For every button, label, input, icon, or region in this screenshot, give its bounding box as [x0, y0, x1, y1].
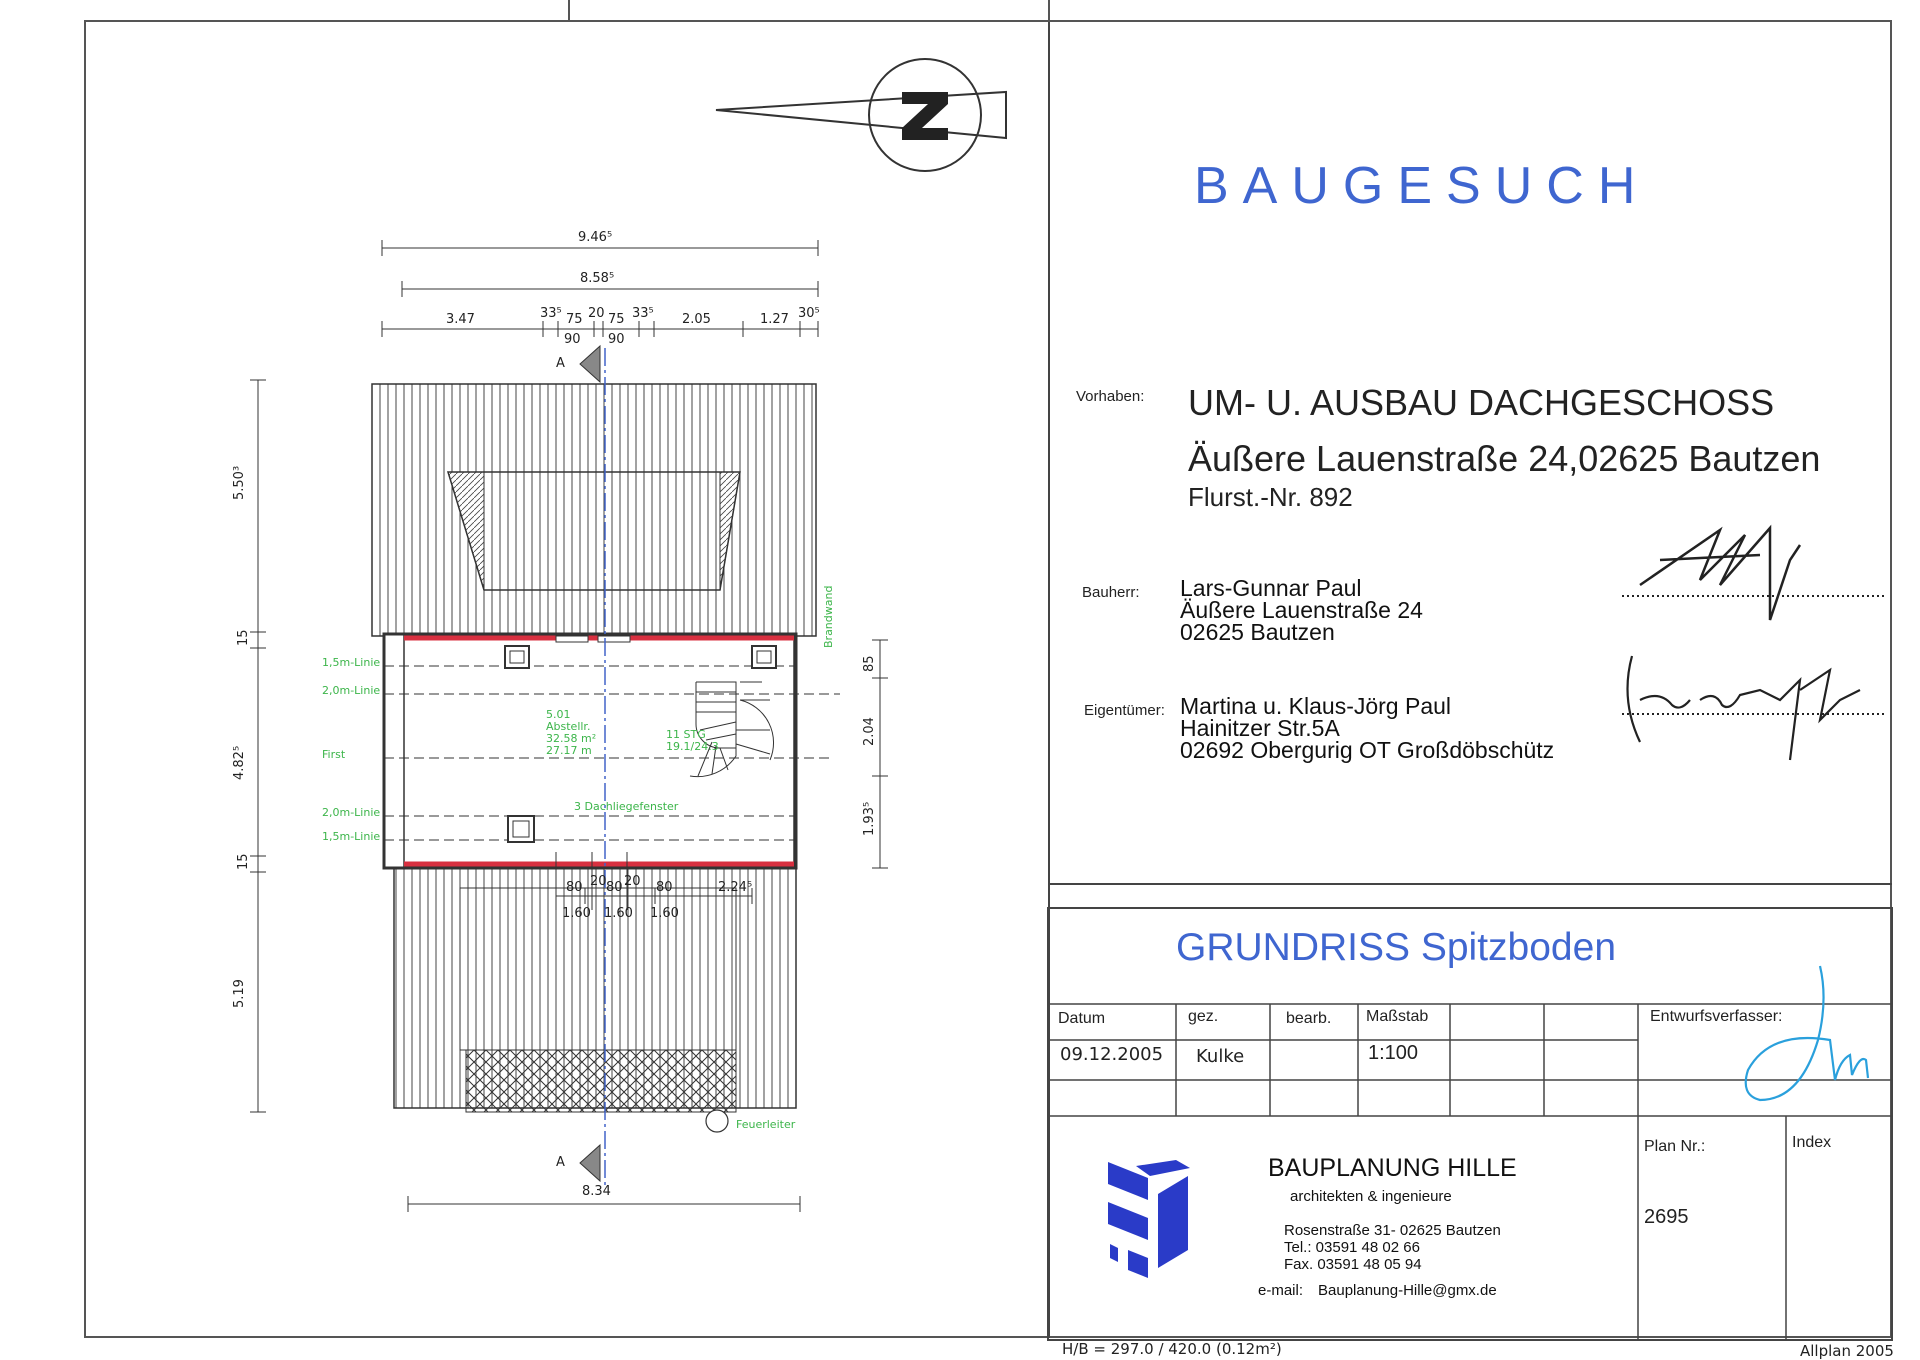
firm-address: Rosenstraße 31- 02625 Bautzen [1284, 1222, 1501, 1239]
dim-seg: 33⁵ [632, 306, 654, 321]
dim-bottom: 8.34 [582, 1184, 611, 1199]
bauherr-signature [1640, 528, 1800, 620]
section-marker-top: A [556, 356, 565, 371]
dim-seg: 30⁵ [798, 306, 820, 321]
room-perimeter: 27.17 m [546, 744, 592, 757]
datum-value: 09.12.2005 [1060, 1044, 1164, 1065]
dim-left: 4.82⁵ [232, 745, 247, 780]
dim-top-overall: 9.46⁵ [578, 230, 613, 245]
firm-tel: Tel.: 03591 48 02 66 [1284, 1239, 1420, 1256]
dim-left: 5.19 [232, 979, 247, 1008]
dim-right: 1.93⁵ [862, 801, 877, 836]
massstab-label: Maßstab [1366, 1008, 1429, 1025]
firm-logo-icon [1108, 1160, 1190, 1278]
dim-seg: 20 [588, 306, 605, 321]
plan-nr-label: Plan Nr.: [1644, 1138, 1706, 1155]
bearb-label: bearb. [1286, 1010, 1332, 1027]
dim-seg: 2.05 [682, 312, 711, 327]
dim-window: 80 [656, 880, 673, 895]
eigentuemer-city: 02692 Obergurig OT Großdöbschütz [1180, 737, 1555, 763]
firm-email: Bauplanung-Hille@gmx.de [1318, 1282, 1497, 1299]
firm-subtitle: architekten & ingenieure [1290, 1188, 1452, 1205]
dim-seg: 75 [608, 312, 625, 327]
feuerleiter-label: Feuerleiter [736, 1118, 796, 1131]
windows-label: 3 Dachliegefenster [574, 800, 679, 813]
firm-name: BAUPLANUNG HILLE [1268, 1154, 1517, 1182]
dim-seg: 3.47 [446, 312, 475, 327]
massstab-value: 1:100 [1368, 1042, 1419, 1064]
eigentuemer-name: Martina u. Klaus-Jörg Paul [1180, 693, 1452, 719]
dim-top-inner: 8.58⁵ [580, 271, 615, 286]
datum-label: Datum [1058, 1010, 1106, 1027]
index-label: Index [1792, 1134, 1832, 1151]
bauherr-label: Bauherr: [1082, 584, 1140, 601]
eigentuemer-street: Hainitzer Str.5A [1180, 715, 1340, 741]
vorhaben-line3: Flurst.-Nr. 892 [1188, 482, 1353, 512]
plan-title: GRUNDRISS Spitzboden [1176, 926, 1617, 969]
room-number: 5.01 [546, 708, 571, 721]
vorhaben-line2: Äußere Lauenstraße 24,02625 Bautzen [1188, 438, 1821, 479]
height-line-label: 2,0m-Linie [322, 684, 381, 697]
height-line-label: 1,5m-Linie [322, 830, 381, 843]
stair-steps: 11 STG [666, 728, 706, 741]
north-arrow-icon [716, 59, 1006, 171]
stair-ratio: 19.1/24.3 [666, 740, 719, 753]
dim-seg: 1.27 [760, 312, 789, 327]
bauherr-street: Äußere Lauenstraße 24 [1180, 597, 1423, 623]
vorhaben-line1: UM- U. AUSBAU DACHGESCHOSS [1188, 382, 1775, 423]
dim-window: 1.60 [562, 906, 591, 921]
dim-left: 15 [236, 853, 251, 870]
plan-nr-value: 2695 [1644, 1206, 1689, 1228]
ridge-label: First [322, 748, 346, 761]
dim-seg: 33⁵ [540, 306, 562, 321]
bauherr-name: Lars-Gunnar Paul [1180, 575, 1362, 601]
eigentuemer-signature [1628, 656, 1861, 760]
room-name: Abstellr. [546, 720, 591, 733]
height-line-label: 2,0m-Linie [322, 806, 381, 819]
dim-right: 2.04 [862, 717, 877, 746]
dim-seg: 90 [564, 332, 581, 347]
eigentuemer-label: Eigentümer: [1084, 702, 1165, 719]
dim-right: 85 [862, 655, 877, 672]
dim-left: 15 [236, 629, 251, 646]
room-area: 32.58 m² [546, 732, 597, 745]
software-note: Allplan 2005 [1800, 1342, 1894, 1360]
dim-window: 20 [590, 874, 607, 889]
firm-fax: Fax. 03591 48 05 94 [1284, 1256, 1422, 1273]
dim-window: 20 [624, 874, 641, 889]
brandwand-label: Brandwand [822, 585, 835, 648]
entwurfsverfasser-label: Entwurfsverfasser: [1650, 1008, 1783, 1025]
document-title: BAUGESUCH [1194, 157, 1650, 215]
bauherr-city: 02625 Bautzen [1180, 619, 1335, 645]
dim-seg: 90 [608, 332, 625, 347]
dim-window: 80 [606, 880, 623, 895]
section-marker-bottom: A [556, 1155, 565, 1170]
dim-window: 1.60 [650, 906, 679, 921]
dim-window: 80 [566, 880, 583, 895]
dim-window: 2.24⁵ [718, 880, 753, 895]
firm-email-label: e-mail: [1258, 1282, 1304, 1299]
dim-window: 1.60 [604, 906, 633, 921]
gez-label: gez. [1188, 1008, 1219, 1025]
vorhaben-label: Vorhaben: [1076, 388, 1145, 405]
dim-left: 5.50³ [232, 465, 247, 500]
height-line-label: 1,5m-Linie [322, 656, 381, 669]
gez-value: Kulke [1196, 1046, 1245, 1067]
sheet-size-note: H/B = 297.0 / 420.0 (0.12m²) [1062, 1340, 1282, 1358]
dim-seg: 75 [566, 312, 583, 327]
